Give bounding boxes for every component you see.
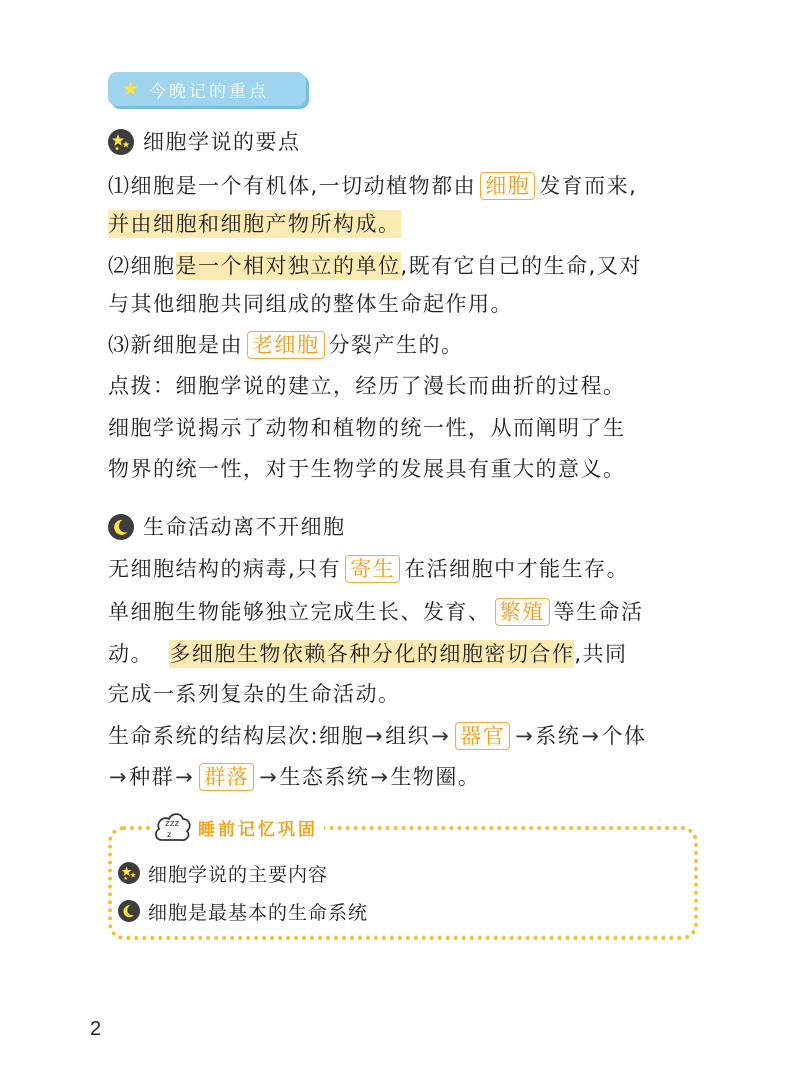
- stars-icon: [118, 862, 140, 884]
- keyword-box-old-cell: 老细胞: [247, 331, 325, 359]
- section2-line2: [108, 592, 708, 632]
- point2-text-b: ,既有它自己的生命,又对: [400, 254, 642, 278]
- hierarchy-line2: [108, 757, 708, 797]
- cloud-text: zzz: [165, 819, 180, 829]
- section2-line3: [108, 634, 708, 674]
- tonight-key-points-tag: [108, 72, 306, 106]
- page-number: 2: [90, 1018, 102, 1040]
- section1-heading: [108, 122, 708, 162]
- s2l1-text-b: 在活细胞中才能生存。: [404, 557, 630, 581]
- hierarchy-system: 系统: [535, 724, 581, 748]
- point1-line1: [108, 166, 708, 206]
- hierarchy-line1: [108, 716, 708, 756]
- review-item-2-text: 细胞是最基本的生命系统: [148, 902, 369, 924]
- section1-heading-text: 细胞学说的要点: [143, 130, 301, 154]
- moon-icon: [118, 900, 140, 922]
- note-line1: 点拨：细胞学说的建立，经历了漫长而曲折的过程。: [108, 374, 626, 398]
- point3-text-b: 分裂产生的。: [328, 333, 464, 357]
- point2-line2: [108, 284, 708, 324]
- s2l3-highlight: 多细胞生物依赖各种分化的细胞密切合作: [169, 642, 575, 666]
- arrow-icon: →: [581, 724, 601, 748]
- s2l3-text-a: 动。: [108, 642, 153, 666]
- review-title-text: 睡前记忆巩固: [198, 819, 318, 840]
- point2-text-a: ⑵细胞: [108, 254, 176, 278]
- keyword-box-organ: 器官: [455, 722, 510, 750]
- arrow-icon: →: [109, 765, 129, 789]
- hierarchy-tissue: 组织: [385, 724, 431, 748]
- point1-text-b: 发育而来,: [539, 174, 638, 198]
- sleep-cloud-icon: [152, 810, 192, 844]
- arrow-icon: →: [175, 765, 195, 789]
- point3-text-a: ⑶新细胞是由: [108, 333, 243, 357]
- arrow-icon: →: [370, 765, 390, 789]
- hierarchy-individual: 个体: [601, 724, 647, 748]
- keyword-box-cell: 细胞: [480, 172, 535, 200]
- keyword-box-reproduction: 繁殖: [495, 598, 550, 626]
- keyword-box-community: 群落: [199, 763, 254, 791]
- section2-line4: 完成一系列复杂的生命活动。: [108, 682, 401, 706]
- hierarchy-population: 种群: [129, 765, 175, 789]
- point2-text-c: 与其他细胞共同组成的整体生命起作用。: [108, 292, 513, 316]
- section2-heading-text: 生命活动离不开细胞: [143, 515, 346, 539]
- review-item-2: [118, 895, 678, 927]
- tag-title: 今晚记的重点: [149, 81, 270, 102]
- review-title: [150, 812, 324, 842]
- point2-line1: [108, 246, 708, 286]
- point1-text-a: ⑴细胞是一个有机体,一切动植物都由: [108, 174, 477, 198]
- star-icon: ★: [122, 78, 140, 100]
- s2l1-text-a: 无细胞结构的病毒,只有: [108, 557, 342, 581]
- moon-icon: [108, 514, 134, 540]
- point2-highlight: 是一个相对独立的单位: [175, 254, 401, 278]
- hierarchy-cell: 生命系统的结构层次:细胞: [108, 724, 365, 748]
- section2-line1: [108, 549, 708, 589]
- s2l2-text-b: 等生命活: [553, 600, 644, 624]
- keyword-box-parasitism: 寄生: [345, 555, 400, 583]
- point3-line: [108, 325, 708, 365]
- arrow-icon: →: [515, 724, 535, 748]
- arrow-icon: →: [259, 765, 279, 789]
- s2l3-text-b: ,共同: [574, 642, 628, 666]
- point1-line2: [108, 204, 708, 244]
- review-item-1-text: 细胞学说的主要内容: [148, 864, 329, 886]
- note-line3: 物界的统一性，对于生物学的发展具有重大的意义。: [108, 457, 626, 481]
- arrow-icon: →: [431, 724, 451, 748]
- hierarchy-ecosystem: 生态系统: [279, 765, 370, 789]
- s2l2-text-a: 单细胞生物能够独立完成生长、发育、: [108, 600, 491, 624]
- arrow-icon: →: [365, 724, 385, 748]
- hierarchy-biosphere: 生物圈。: [390, 765, 481, 789]
- point1-highlight: 并由细胞和细胞产物所构成。: [108, 212, 401, 236]
- svg-text:z: z: [167, 830, 172, 839]
- stars-icon: [108, 129, 134, 155]
- note-line2: 细胞学说揭示了动物和植物的统一性，从而阐明了生: [108, 416, 626, 440]
- review-item-1: [118, 857, 678, 889]
- section2-heading: [108, 507, 708, 547]
